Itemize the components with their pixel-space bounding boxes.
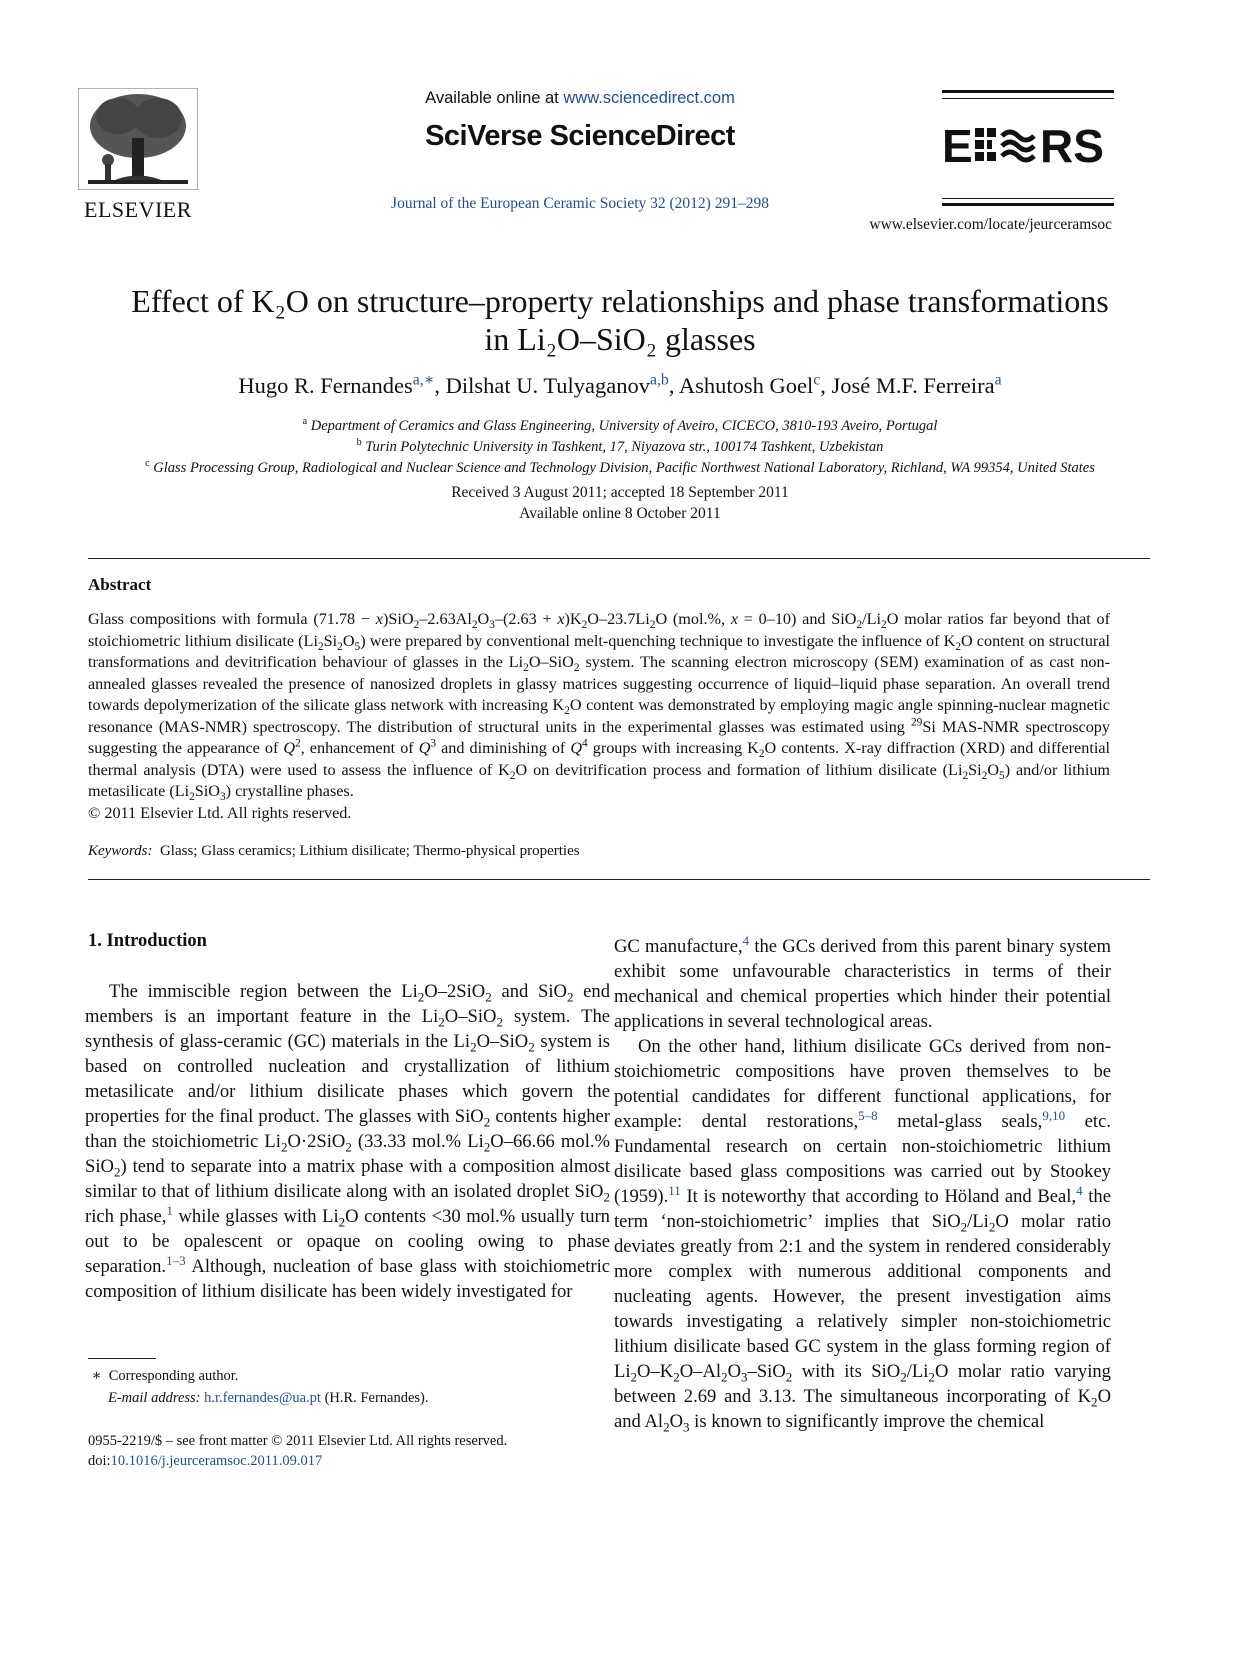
article-title-line2: in Li₂O–SiO₂ glasses [484, 321, 756, 357]
sciencedirect-link[interactable]: www.sciencedirect.com [563, 89, 735, 107]
keywords-list: Glass; Glass ceramics; Lithium disilicate; Thermo-physical properties [159, 843, 580, 859]
logo-rule-bottom-1 [942, 198, 1114, 199]
elsevier-logo [78, 88, 198, 222]
publisher-wordmark: ELSEVIER [84, 197, 192, 222]
abstract-copyright: © 2011 Elsevier Ltd. All rights reserved. [88, 803, 352, 822]
author[interactable]: José M.F. Ferreira$^a$ [831, 371, 1002, 398]
footnote-rule [88, 1358, 156, 1359]
corresponding-author-note: ∗ Corresponding author. [91, 1368, 239, 1384]
affiliation: $^a$ Department of Ceramics and Glass Engineering, University of Aveiro, CICECO, 3810-193 Aveiro, Portugal [302, 416, 938, 434]
affiliation: $^c$ Glass Processing Group, Radiological and Nuclear Science and Technology Division, Pacific Northwest National Laboratory, Richland, WA 99354, United States [145, 458, 1095, 476]
keywords-label: Keywords: [88, 843, 153, 859]
issn-line: 0955-2219/$ – see front matter © 2011 Elsevier Ltd. All rights reserved. [88, 1433, 508, 1449]
platform-name: SciVerse ScienceDirect [425, 120, 735, 152]
author[interactable]: Dilshat U. Tulyaganov$^{a,b}$, [445, 371, 679, 398]
section-heading: 1. Introduction [88, 931, 207, 951]
paragraph: The immiscible region between the $Li_2O-2SiO_2$ and SiO$_2$ end members is an important feature in the $Li_2O-SiO_2$ system. The synthesis of glass-ceramic (GC) materials in the $Li_2O-SiO_2$ system is based on controlled nucleation and crystallization of lithium metasilicate and/or lithium disilicate phases which govern the properties for the final product. The glasses with SiO$_2$ contents higher than the stoichiometric $Li_2O\cdot 2SiO_2$ (33.33 mol.% $Li_2O-66.66$ mol.% SiO$_2$) tend to separate into a matrix phase with a composition almost similar to that of lithium disilicate along with an isolated droplet SiO$_2$ rich phase,$^1$ while glasses with $Li_2O$ contents <30 mol.% usually turn out to be opalescent or opaque on cooling owing to phase separation.$^{1-3}$ Although, nucleation of base glass with stoichiometric composition of lithium disilicate has been widely investigated for [85, 981, 611, 1302]
ecers-logo [942, 90, 1114, 210]
paragraph: GC manufacture,$^4$ the GCs derived from this parent binary system exhibit some unfavourable characteristics in terms of their mechanical and chemical properties which hinder their potential applications in several technological areas. [614, 932, 1111, 1032]
issn-footer [88, 1431, 507, 1471]
received-date: Received 3 August 2011; accepted 18 September 2011 [451, 484, 789, 501]
ecers-emblem-icon [942, 122, 1114, 168]
paragraph: On the other hand, lithium disilicate GCs derived from non-stoichiometric compositions have proven themselves to be potential candidates for different functional applications, for example: dental restorations,$^{5-8}$ metal-glass seals,$^{9,10}$ etc. Fundamental research on certain non-stoichiometric lithium disilicate based glass compositions was carried out by Stookey (1959).$^{11}$ It is noteworthy that according to Höland and Beal,$^4$ the term ‘non-stoichiometric’ implies that $SiO_2/Li_2O$ molar ratio deviates greatly from 2:1 and the system in rendered considerably more complex with numerous additional components and nucleating agents. However, the present investigation aims towards investigating a relatively simpler non-stoichiometric lithium disilicate based GC system in the glass forming region of $Li_2O-K_2O-Al_2O_3-SiO_2$ with its $SiO_2/Li_2O$ molar ratio varying between 2.69 and 3.13. The simultaneous incorporating of $K_2O$ and $Al_2O_3$ is known to significantly improve the chemical [614, 1036, 1111, 1435]
author[interactable]: Ashutosh Goel$^c$, [678, 371, 832, 398]
author-list [60, 373, 1180, 399]
logo-rule-top-2 [942, 98, 1114, 99]
affiliations [60, 416, 1180, 479]
doi-line: doi:10.1016/j.jeurceramsoc.2011.09.017 [88, 1453, 323, 1469]
footnote [88, 1365, 429, 1409]
svg-text:E: E [942, 122, 973, 168]
right-column [614, 934, 1111, 1434]
abstract-body: Glass compositions with formula $(71.78 - x)SiO_2-2.63Al_2O_3-(2.63 + x)K_2O-23.7Li_2O$ (mol.%, x = 0–10) and $SiO_2/Li_2O$ molar ratios far beyond that of stoichiometric lithium disilicate $(Li_2Si_2O_5)$ were prepared by conventional melt-quenching technique to investigate the influence of $K_2O$ content on structural transformations and devitrification behaviour of glasses in the $Li_2O-SiO_2$ system. The scanning electron microscopy (SEM) examination of as cast non-annealed glasses revealed the presence of nanosized droplets in glassy matrices suggesting occurrence of liquid–liquid phase separation. An overall trend towards depolymerization of the silicate glass network with increasing $K_2O$ content was demonstrated by employing magic angle spinning-nuclear magnetic resonance (MAS-NMR) spectroscopy. The distribution of structural units in the experimental glasses was estimated using $^{29}$Si MAS-NMR spectroscopy suggesting the appearance of $Q^2$, enhancement of $Q^3$ and diminishing of $Q^4$ groups with increasing $K_2O$ contents. X-ray diffraction (XRD) and differential thermal analysis (DTA) were used to assess the influence of $K_2O$ on devitrification process and formation of lithium disilicate $(Li_2Si_2O_5)$ and/or lithium metasilicate $(Li_2SiO_3)$ crystalline phases. © 2011 Elsevier Ltd. All rights reserved. [88, 609, 1110, 824]
available-online-prefix: Available online at [425, 89, 564, 107]
available-online-line [300, 89, 860, 108]
journal-url[interactable]: www.elsevier.com/locate/jeurceramsoc [869, 216, 1112, 233]
logo-rule-top-1 [942, 90, 1114, 93]
affiliation: $^b$ Turin Polytechnic University in Tashkent, 17, Niyazova str., 100174 Tashkent, Uzbekistan [356, 437, 884, 455]
keywords [88, 843, 580, 860]
left-column [85, 979, 610, 1304]
abstract-heading: Abstract [88, 575, 152, 594]
article-dates [60, 482, 1180, 524]
divider-bottom [88, 879, 1150, 880]
article-title [60, 282, 1180, 358]
article-title-line1: Effect of K₂O on structure–property relationships and phase transformations [131, 283, 1109, 319]
email-note: E-mail address: h.r.fernandes@ua.pt (H.R. Fernandes). [108, 1390, 429, 1406]
available-online-date: Available online 8 October 2011 [519, 505, 721, 522]
doi-link[interactable]: 10.1016/j.jeurceramsoc.2011.09.017 [110, 1453, 323, 1469]
author[interactable]: Hugo R. Fernandes$^{a,∗}$, [238, 371, 446, 398]
email-link[interactable]: h.r.fernandes@ua.pt [204, 1390, 321, 1406]
elsevier-tree-icon [78, 88, 198, 190]
logo-rule-bottom-2 [942, 203, 1114, 206]
svg-text:RS: RS [1040, 122, 1104, 168]
divider-top [88, 558, 1150, 559]
journal-citation[interactable]: Journal of the European Ceramic Society 32 (2012) 291–298 [391, 195, 769, 212]
